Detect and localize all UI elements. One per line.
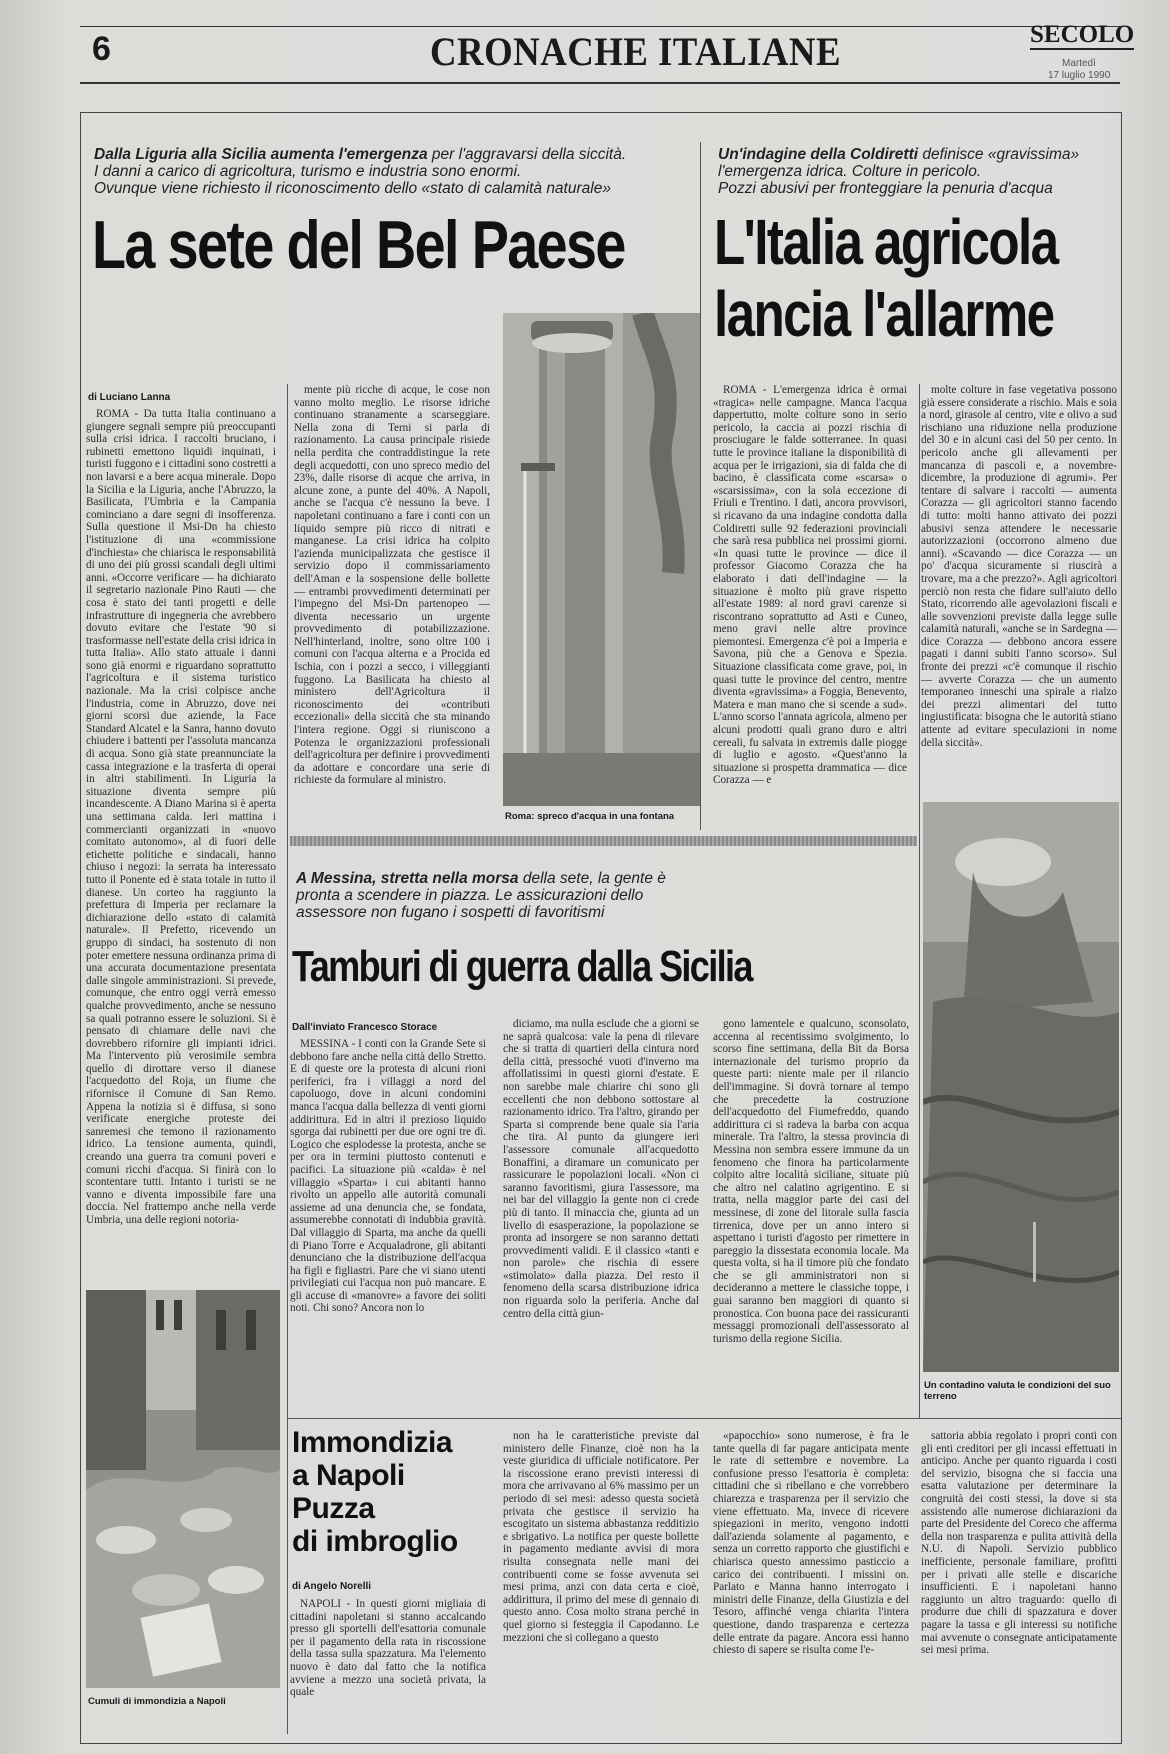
article1-kicker-rest: per l'aggravarsi della siccità.: [427, 146, 627, 163]
article4-col3-text: «papocchio» sono numerose, è fra le tante quella di far pagare anticipata mente le rate di settembre e novembre. La confusione presso l'esattoria è completa: cittadini che si ribellano e che vorrebbero chiarezza e trasparenza per il servizio che viene effettuato. Ma, invece di ricevere spiegazioni in merito, vengono indotti dall'azienda solamente al pagamento, e senza un corretto rapporto che giustifichi e chiarisca questo annessimo pasticcio a carico dei contribuenti. I missini on. Parlato e Manna hanno interrogato i ministri delle Finanze, della Giustizia e del Tesoro, affinché venga chiarita l'intera questione, dando trasparenza e certezza delle entrate da pagare. Ancora essi hanno chiesto di sapere se risulta come l'e-: [713, 1430, 909, 1657]
article3-column-3: [713, 1018, 909, 1408]
article1-kicker-line3: Ovunque viene richiesto il riconoscimento dello «stato di calamità naturale»: [94, 180, 611, 197]
garbage-photo-caption: Cumuli di immondizia a Napoli: [88, 1696, 226, 1707]
article4-column-2: [503, 1430, 699, 1738]
article2-kicker-rest: definisce «gravissima»: [918, 146, 1080, 163]
farmer-image: [923, 802, 1119, 1372]
article2-column-1: [713, 384, 907, 822]
article1-kicker-line2: I danni a carico di agricoltura, turismo e industria sono enormi.: [94, 163, 522, 180]
article4-headline-line3: Puzza: [292, 1492, 375, 1525]
article4-headline-line1: Immondizia: [292, 1426, 453, 1459]
article2-column-2: [921, 384, 1117, 800]
masthead-rule: [80, 82, 1120, 84]
article3-column-1: [290, 1038, 486, 1403]
article2-col2-text: molte colture in fase vegetativa possono già essere considerate a rischio. Mais e soia a nord, girasole al centro, vite e olivo a sud rischiano una riduzione nella produzione del 30 e in alcuni casi del 50 per cento. In pericolo anche gli allevamenti per mancanza di pascoli e, a novembre-dicembre, la produzione di agrumi». Per tentare di salvare i raccolti — aumenta Corazza — gli agricoltori stanno facendo di tutto: molti hanno attivato dei pozzi abusivi senza attendere le necessarie autorizzazioni (occorrono almeno due anni). «Scavando — dice Corazza — un po' d'acqua sicuramente si riuscirà a trovare, ma a che prezzo?». Agli agricoltori perciò non resta che fidare sull'aiuto dello Stato, ricorrendo alle agevolazioni fiscali e alle sovvenzioni previste dalla legge sulle calamità naturali, «anche se in Sardegna — dice Corazza — debbono ancora essere pagati i danni subiti l'anno scorso». Sul fronte dei prezzi «c'è comunque il rischio — avverte Corazza — che un aumento temporaneo inneschi una spirale a rialzo dei prezzi alimentari del tutto ingiustificata: bisogna che le autorità stiano attente ad evitare speculazioni in nome della siccità».: [921, 384, 1117, 749]
article4-byline: di Angelo Norelli: [292, 1581, 372, 1592]
article1-col1-text: ROMA - Da tutta Italia continuano a giungere segnali sempre più preoccupanti sulla crisi idrica. I raccolti bruciano, i rubinetti emettono liquidi inquinati, i turisti fuggono e i cittadini sono costretti a non lavarsi e a bere acqua minerale. Dopo la Sicilia e la Liguria, anche l'Abruzzo, la Basilicata, l'Umbria e la Campania cominciano a dare segni di insofferenza. Sulla questione il Msi-Dn ha chiesto l'istituzione di una «commissione d'inchiesta» che chiarisca le responsabilità di uno dei più grossi scandali degli ultimi anni. «Occorre verificare — ha dichiarato il segretario nazionale Pino Rauti — che cosa è stato dei tanti progetti e delle infrastrutture di ingegneria che avrebbero dovuto evitare che l'estate '90 si trasformasse nell'estate della crisi idrica in tutta Italia». Allo stato attuale i danni sono già enormi e riguardano soprattutto l'agricoltura e il sistema turistico nazionale. Ma la crisi colpisce anche l'industria, come in Abruzzo, dove nei giorni scorsi due aziende, la Face Standard Alcatel e la Sanra, hanno dovuto chiudere i battenti per l'assoluta mancanza di acqua. Sono già state preannunciate la cassa integrazione e la trasferta di operai in altri stabilimenti. In Liguria la situazione diventa sempre più incandescente. A Diano Marina si è aperta una settimana calda. Ieri mattina i commercianti organizzati in «nuovo comitato autonomo», al di fuori delle etichette politiche e sindacali, hanno chiuso i negozi: la serrata ha interessato tutto il Ponente ed è stata totale in tutto il dianese. Un corteo ha raggiunto la prefettura di Imperia per reclamare la dichiarazione dello «stato di calamità naturale». Il Prefetto, ricevendo un gruppo di sindaci, ha sostenuto di non poter emettere nessuna ordinanza prima di una accurata documentazione presentata dalle singole amministrazioni. Si prevede, comunque, che entro oggi verrà emesso qualche provvedimento, anche se nessuno sa quali potranno essere le soluzioni. Si è pensato di chiamare delle navi che dovrebbero rifornire gli impianti idrici. Ma l'intervento più verosimile sembra quello di dirottare verso il dianese l'acquedotto del Roja, un fiume che rifornisce il Comune di San Remo. Appena la notizia si è diffusa, si sono verificate energiche proteste dei sanremesi che temono il razionamento idrico. La tensione aumenta, quindi, creando una guerra tra comuni poveri e comuni ricchi d'acqua. Si finirà con lo scontentare tutti. Intanto i turisti se ne vanno e diventa impossibile fare una doccia. Nel frattempo anche nella verde Umbria, una delle regioni notoria-: [86, 408, 276, 1226]
article2-kicker-lead: Un'indagine della Coldiretti: [718, 146, 919, 163]
garbage-image: [86, 1290, 280, 1688]
article4-col1-text: NAPOLI - In questi giorni migliaia di cittadini napoletani si stanno accalcando presso gli sportelli dell'esattoria comunale per il pagamento della rata in riscossione della tassa sulla spazzatura. Ma l'elemento nuovo è dato dal fatto che la notifica avviene a mezzo una società privata, la quale: [290, 1598, 486, 1699]
article2-headline-line1: L'Italia agricola: [714, 206, 1058, 278]
article4-headline-line4: di imbroglio: [292, 1525, 458, 1558]
masthead-top-rule: [80, 26, 1120, 27]
article2-headline: [714, 206, 1058, 350]
article4-column-1: [290, 1598, 486, 1738]
article4-column-3: [713, 1430, 909, 1738]
article4-headline: [292, 1426, 458, 1558]
article3-col3-text: gono lamentele e qualcuno, sconsolato, accenna al recentissimo svolgimento, lo scorso fine settimana, della Bit da Borsa internazionale del turismo proprio da queste parti: niente male per il rilancio dell'immagine. Si dovrà tornare al tempo che precedette la costruzione dell'acquedotto del Fiumefreddo, quando addirittura ci si radeva la barba con acqua minerale. Tra l'altro, la stessa provincia di Messina non sembra essere immune da un fenomeno che finora ha particolarmente colpito altre località siciliane, situate più che altro nel calatino agrigentino. E si tratta, nella maggior parte dei casi del messinese, di zone del litorale sulla fascia tirrenica, dove per un anno intero si aspettano i turisti d'agosto per rimettere in pareggio la dissestata economia locale. Ma questa volta, si ha il timore più che fondato che se gli amministratori non si decideranno a mettere le classiche toppe, i guai saranno ben maggiori di quanto si pronostica. Con buona pace dei rassicuranti messaggi promozionali dell'assessorato al turismo della regione Sicilia.: [713, 1018, 909, 1345]
article3-headline: Tamburi di guerra dalla Sicilia: [292, 942, 752, 991]
article4-col2-text: non ha le caratteristiche previste dal ministero delle Finanze, cioè non ha la veste giuridica di ufficiale notificatore. Per la riscossione erano previsti interessi di mora che arrivavano al 6% massimo per un periodo di sei mesi: adesso questa società privata che gestisce il servizio ha escogitato un sistema abbastanza redditizio e sbrigativo. La notifica per queste bollette in pagamento mediante avvisi di mora risulta consegnata nelle mani dei contribuenti come se fosse avvenuta sei mesi prima, anzi con data certa e cioè, addirittura, il primo del mese di gennaio di questo anno. Cosa molto strana perché in quel giorno si festeggia il Capodanno. Le mezzioni che si collegano a questo: [503, 1430, 699, 1644]
fountain-photo: [503, 313, 700, 806]
garbage-photo: [86, 1290, 280, 1688]
divider-horizontal-bottom: [287, 1418, 1121, 1419]
article2-kicker: [718, 146, 1118, 197]
article1-col2-text: mente più ricche di acque, le cose non vanno molto meglio. Le risorse idriche continuano stranamente a scarseggiare. Nella zona di Terni si parla di razionamento. La causa principale risiede nella perdita che contraddistingue la rete degli acquedotti, con uno spreco medio del 23%, dalle risorse di acque che arriva, in alcune zone, a punte del 40%. A Napoli, anche se l'acqua c'è nessuno la beve. I napoletani continuano a fare i conti con un liquido sempre più ricco di nitrati e manganese. La crisi idrica ha colpito l'azienda municipalizzata che gestisce il servizio dopo il commissariamento dell'Aman e la sospensione delle bollette — entrambi provvedimenti determinati per l'impegno del Msi-Dn partenopeo — diventa necessario un urgente provvedimento di potabilizzazione. Nell'hinterland, inoltre, sono oltre 100 i comuni con l'acqua alterna e a Procida ed Ischia, con i pozzi a secco, i villeggianti fuggono. La Basilicata ha chiesto al ministero dell'Agricoltura il riconoscimento dei «contributi eccezionali» della siccità che sta minando l'intera regione. Oggi si riuniscono a Potenza le organizzazioni professionali dell'agricoltura per definire i provvedimenti da adottare e concordare una serie di richieste da formulare al ministro.: [294, 384, 490, 787]
fountain-image: [503, 313, 700, 806]
divider-vertical-top: [700, 142, 701, 830]
article3-kicker-line2: pronta a scendere in piazza. Le assicurazioni dello: [296, 887, 644, 904]
article2-kicker-line2: l'emergenza idrica. Colture in pericolo.: [718, 163, 982, 180]
article3-column-2: [503, 1018, 699, 1408]
article4-column-4: [921, 1430, 1117, 1738]
article1-kicker: [94, 146, 694, 197]
section-title: CRONACHE ITALIANE: [430, 29, 841, 74]
newspaper-logo: SECOLO: [1030, 21, 1135, 48]
article4-col4-text: sattoria abbia regolato i propri conti con gli enti creditori per gli incassi effettuati in anticipo. Anche per quanto riguarda i costi del servizio, bisogna che si faccia una esatta valutazione per determinare la congruità dei costi stessi, la dove si sta assistendo alle numerose dichiarazioni da parte del Presidente del Coreco che afferma della non trasparenza e pulita attività della N.U. di Napoli. Servizio pubblico inefficiente, personale familiare, profitti per i privati alle stelle e discariche insufficienti. E i napoletani hanno raggiunto un altro traguardo: quello di produrre due chili di spazzatura e dover pagare la tassa e gli interessi su notifiche mai avvenute o consegnate anticipatamente sei mesi prima.: [921, 1430, 1117, 1657]
fountain-photo-caption: Roma: spreco d'acqua in una fontana: [505, 811, 675, 822]
article3-kicker-lead: A Messina, stretta nella morsa: [296, 870, 519, 887]
article1-kicker-lead: Dalla Liguria alla Sicilia aumenta l'emergenza: [94, 146, 428, 163]
article1-byline: di Luciano Lanna: [88, 392, 171, 403]
article3-col1-text: MESSINA - I conti con la Grande Sete si debbono fare anche nella città dello Stretto. E di queste ore la protesta di alcuni rioni periferici, fra i villaggi a nord del capoluogo, dove in alcuni condomini manca l'acqua dalla bellezza di venti giorni addirittura. Ed in altri il prezioso liquido sgorga dai rubinetti per due ore ogni tre dì. Logico che esplodesse la protesta, anche se per ora in termini piuttosto contenuti e pacifici. La situazione più «calda» è nel villaggio «Sparta» i cui abitanti hanno rivolto un appello alle autorità comunali assieme ad una denuncia che, se fondata, assumerebbe connotati di indubbia gravità. Dal villaggio di Sparta, ma anche da quelli di Piano Torre e Acqualadrone, gli abitanti denunciano che la distribuzione dell'acqua ha figli e figliastri. Pare che vi siano utenti privilegiati cui l'acqua non può mancare. E gli accuse di «manovre» a favore dei soliti noti. Chi sono? Ancora non lo: [290, 1038, 486, 1315]
article4-headline-line2: a Napoli: [292, 1459, 405, 1492]
article3-col2-text: diciamo, ma nulla esclude che a giorni se ne saprà qualcosa: vale la pena di rilevare che si tratta di quartieri della cintura nord della città, pressoché vuoti d'inverno ma affollatissimi in questi giorni d'estate. E non sarebbe male chiarire chi sono gli eccellenti che non debbono sottostare al razionamento idrico. Tra l'altro, girando per Sparta si comprende bene quale sia l'aria che tira. Al punto da giungere ieri l'assessore comunale all'acquedotto Bonaffini, a diramare un comunicato per rassicurare le popolazioni locali. «Non ci saranno favoritismi, giura l'assessore, ma nei bar del villaggio la gente non ci crede più di tanto. Il minaccia che, giunta ad un livello di esasperazione, la popolazione se pronta ad insorgere se non saranno dettati provvedimenti validi. E il classico «tanti e non parole» che rischia di essere «stimolato» dalla piazza. Del resto il fenomeno della scarsa distribuzione idrica non riguarda solo la periferia. Anche dal centro della città giun-: [503, 1018, 699, 1320]
article2-kicker-line3: Pozzi abusivi per fronteggiare la penuria d'acqua: [718, 180, 1053, 197]
date-weekday: Martedì: [1062, 58, 1096, 69]
article3-kicker: [296, 870, 696, 921]
article3-byline: Dall'inviato Francesco Storace: [292, 1022, 438, 1033]
date-full: 17 luglio 1990: [1048, 70, 1111, 81]
divider-vertical-left: [287, 384, 288, 1734]
farmer-photo: [923, 802, 1119, 1372]
article1-headline: La sete del Bel Paese: [92, 207, 625, 283]
article3-kicker-rest: della sete, la gente è: [518, 870, 666, 887]
farmer-photo-caption: Un contadino valuta le condizioni del suo terreno: [924, 1380, 1111, 1402]
article3-kicker-line3: assessore non fugano i sospetti di favoritismi: [296, 904, 605, 921]
section-band: [290, 836, 917, 846]
page-number: 6: [92, 30, 111, 68]
article2-col1-text: ROMA - L'emergenza idrica è ormai «tragica» nelle campagne. Manca l'acqua dappertutto, molte colture sono in serio pericolo, la caccia ai pozzi rischia di prosciugare le falde sotterranee. In quasi tutte le province italiane la disponibilità di acqua per le irrigazioni, sia di falda che di bacino, è classificata come «scarsa» o «scarsissima», con la sola eccezione di Friuli e Trentino. I dati, ancora provvisori, si ricavano da una indagine condotta dalla Coldiretti sulle 92 federazioni provinciali che sarà resa pubblica nei prossimi giorni. «In quasi tutte le province — dice il professor Giacomo Corazza che ha elaborato i dati dell'indagine — la situazione è molto più grave rispetto all'estate 1989: al nord gravi carenze si riscontrano soprattutto ad Asti e Cuneo, meno gravi nelle altre province piemontesi. Emergenza c'è poi a Imperia e Savona, più che a Genova e Spezia. Situazione classificata come grave, poi, in quasi tutte le province del centro, mentre diventa «gravissima» a Foggia, Benevento, Matera e man mano che si scende a sud». L'anno scorso l'annata agricola, almeno per alcuni prodotti quali grano duro e altri cereali, fu salvata in extremis dalle piogge di luglio e agosto. «Quest'anno la situazione si prospetta drammatica — dice Corazza — e: [713, 384, 907, 787]
divider-vertical-right: [919, 384, 920, 1418]
article1-column-2: [294, 384, 490, 820]
article1-column-1: [86, 408, 276, 1278]
article2-headline-line2: lancia l'allarme: [714, 278, 1054, 350]
